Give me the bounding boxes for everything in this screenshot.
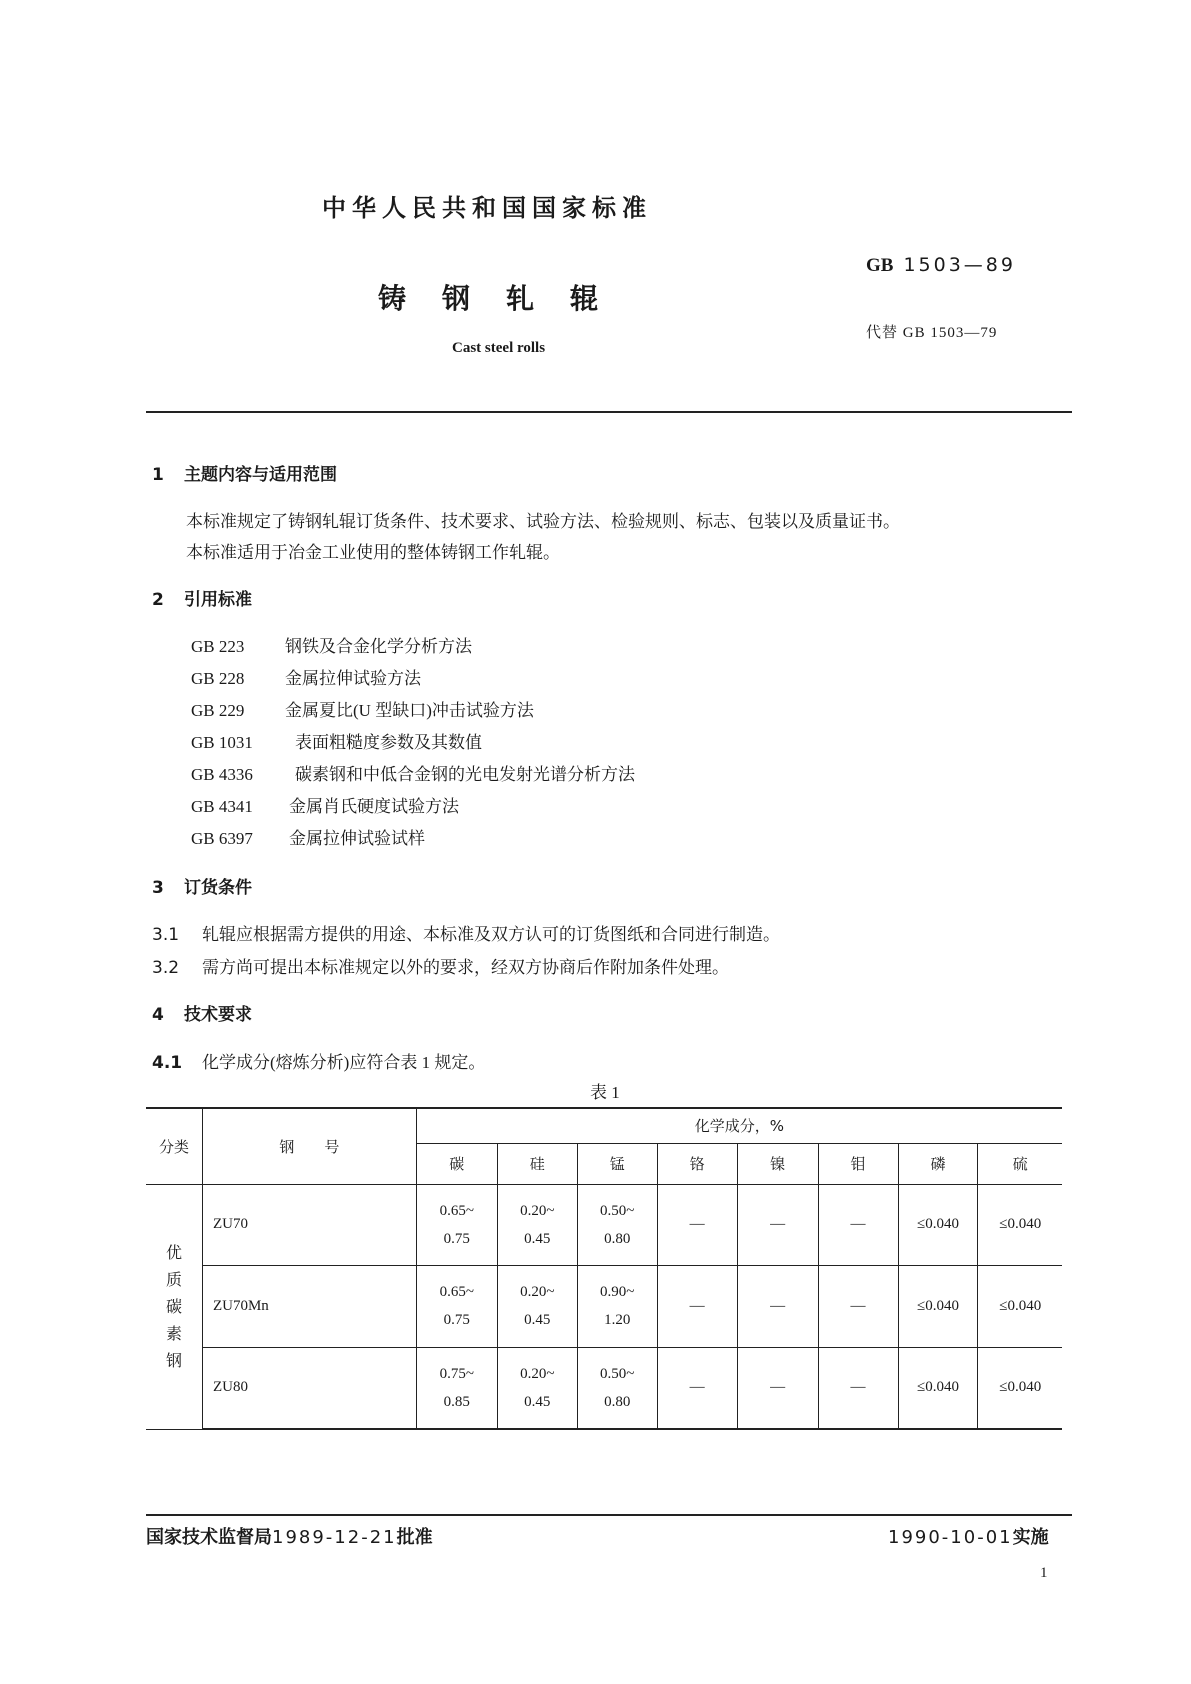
table-row [146,1184,1062,1265]
sulfur-cell: ≤0.040 [978,1347,1062,1429]
reference-code: GB 228 [191,669,245,688]
clause-text: 化学成分(熔炼分析)应符合表 1 规定。 [202,1053,486,1072]
grade-cell: ZU70 [202,1184,416,1265]
reference-title: 钢铁及合金化学分析方法 [285,637,472,656]
replaces-note [866,321,997,342]
category-char: 质 [165,1270,182,1289]
reference-title: 金属夏比(U 型缺口)冲击试验方法 [285,701,534,720]
reference-code: GB 6397 [191,829,253,848]
header-element-manganese: 锰 [577,1143,657,1184]
carbon-cell: 0.75~ 0.85 [416,1347,497,1429]
sulfur-cell: ≤0.040 [978,1265,1062,1347]
header-element-silicon: 硅 [497,1143,577,1184]
nickel-cell: — [737,1265,818,1347]
reference-item [191,792,459,817]
standard-code-number: 1503—89 [903,254,1016,276]
category-char: 优 [165,1243,182,1262]
molybdenum-cell: — [818,1265,898,1347]
header-element-phosphorus: 磷 [898,1143,978,1184]
section-4-heading [152,1000,252,1025]
standard-code-prefix: GB [866,255,894,276]
category-cell [146,1184,202,1429]
chromium-cell: — [657,1265,737,1347]
clause-3-2 [152,953,729,978]
category-char: 钢 [165,1351,182,1370]
phosphorus-cell: ≤0.040 [898,1347,978,1429]
clause-4-1 [152,1048,485,1073]
section-1-paragraph: 本标准适用于冶金工业使用的整体铸钢工作轧辊。 [186,543,560,562]
silicon-cell: 0.20~ 0.45 [497,1184,577,1265]
reference-code: GB 223 [191,637,245,656]
reference-code: GB 229 [191,701,245,720]
section-2-heading [152,585,252,610]
silicon-cell: 0.20~ 0.45 [497,1265,577,1347]
footer-divider [146,1514,1072,1516]
page-number: 1 [1040,1565,1048,1581]
section-1-heading [152,460,337,485]
chromium-cell: — [657,1347,737,1429]
reference-title: 金属拉伸试验方法 [285,669,421,688]
replaces-code: GB 1503—79 [902,325,998,341]
carbon-cell: 0.65~ 0.75 [416,1265,497,1347]
effective-date: 1990-10-01 [888,1527,1013,1548]
reference-item [191,824,425,849]
reference-code: GB 4336 [191,765,253,784]
header-element-carbon: 碳 [416,1143,497,1184]
section-title: 主题内容与适用范围 [184,465,337,485]
section-title: 订货条件 [184,878,252,898]
standard-title: 中华人民共和国国家标准 [322,194,652,222]
document-subtitle: Cast steel rolls [452,340,546,356]
section-number: 2 [152,590,164,610]
section-number: 4 [152,1005,164,1025]
approval-line [146,1523,433,1549]
reference-item [191,760,635,785]
header-grade: 钢 号 [202,1108,416,1184]
molybdenum-cell: — [818,1347,898,1429]
document-title-char: 轧 [506,282,571,315]
effective-line [888,1523,1049,1549]
reference-title: 碳素钢和中低合金钢的光电发射光谱分析方法 [295,765,635,784]
clause-3-1 [152,920,780,945]
replaces-label: 代替 [866,325,899,341]
manganese-cell: 0.50~ 0.80 [577,1184,657,1265]
reference-item [191,632,472,657]
reference-title: 金属肖氏硬度试验方法 [289,797,459,816]
clause-number: 3.2 [152,958,180,978]
table-caption: 表 1 [590,1083,620,1102]
reference-code: GB 1031 [191,733,253,752]
nickel-cell: — [737,1184,818,1265]
header-category: 分类 [146,1108,202,1184]
document-title-char: 钢 [442,282,507,315]
approver: 国家技术监督局 [146,1527,272,1548]
section-title: 引用标准 [184,590,252,610]
header-element-molybdenum: 钼 [818,1143,898,1184]
clause-text: 需方尚可提出本标准规定以外的要求，经双方协商后作附加条件处理。 [202,958,729,977]
reference-item [191,696,534,721]
grade-cell: ZU70Mn [202,1265,416,1347]
header-composition-group: 化学成分，% [416,1108,1062,1143]
manganese-cell: 0.90~ 1.20 [577,1265,657,1347]
section-1-paragraph: 本标准规定了铸钢轧辊订货条件、技术要求、试验方法、检验规则、标志、包装以及质量证书。 [186,512,900,531]
carbon-cell: 0.65~ 0.75 [416,1184,497,1265]
section-number: 3 [152,878,164,898]
document-title-char: 辊 [570,282,635,315]
clause-number: 3.1 [152,925,180,945]
chemical-composition-table [146,1107,1062,1430]
section-title: 技术要求 [184,1005,252,1025]
manganese-cell: 0.50~ 0.80 [577,1347,657,1429]
approval-date: 1989-12-21 [272,1527,397,1548]
clause-text: 轧辊应根据需方提供的用途、本标准及双方认可的订货图纸和合同进行制造。 [202,925,780,944]
reference-item [191,664,421,689]
header-element-sulfur: 硫 [978,1143,1062,1184]
reference-title: 金属拉伸试验试样 [289,829,425,848]
document-title [378,277,634,317]
section-3-heading [152,873,252,898]
category-char: 素 [165,1324,182,1343]
header-element-chromium: 铬 [657,1143,737,1184]
nickel-cell: — [737,1347,818,1429]
phosphorus-cell: ≤0.040 [898,1265,978,1347]
reference-code: GB 4341 [191,797,253,816]
section-number: 1 [152,465,164,485]
table-row [146,1347,1062,1429]
sulfur-cell: ≤0.040 [978,1184,1062,1265]
molybdenum-cell: — [818,1184,898,1265]
category-char: 碳 [165,1297,182,1316]
standard-code [866,254,1016,277]
header-element-nickel: 镍 [737,1143,818,1184]
grade-cell: ZU80 [202,1347,416,1429]
chromium-cell: — [657,1184,737,1265]
reference-item [191,728,482,753]
table-row [146,1265,1062,1347]
phosphorus-cell: ≤0.040 [898,1184,978,1265]
approval-suffix: 批准 [396,1527,433,1548]
reference-title: 表面粗糙度参数及其数值 [295,733,482,752]
document-title-char: 铸 [378,282,443,315]
clause-number: 4.1 [152,1053,183,1073]
silicon-cell: 0.20~ 0.45 [497,1347,577,1429]
header-divider [146,411,1072,413]
effective-suffix: 实施 [1012,1527,1049,1548]
